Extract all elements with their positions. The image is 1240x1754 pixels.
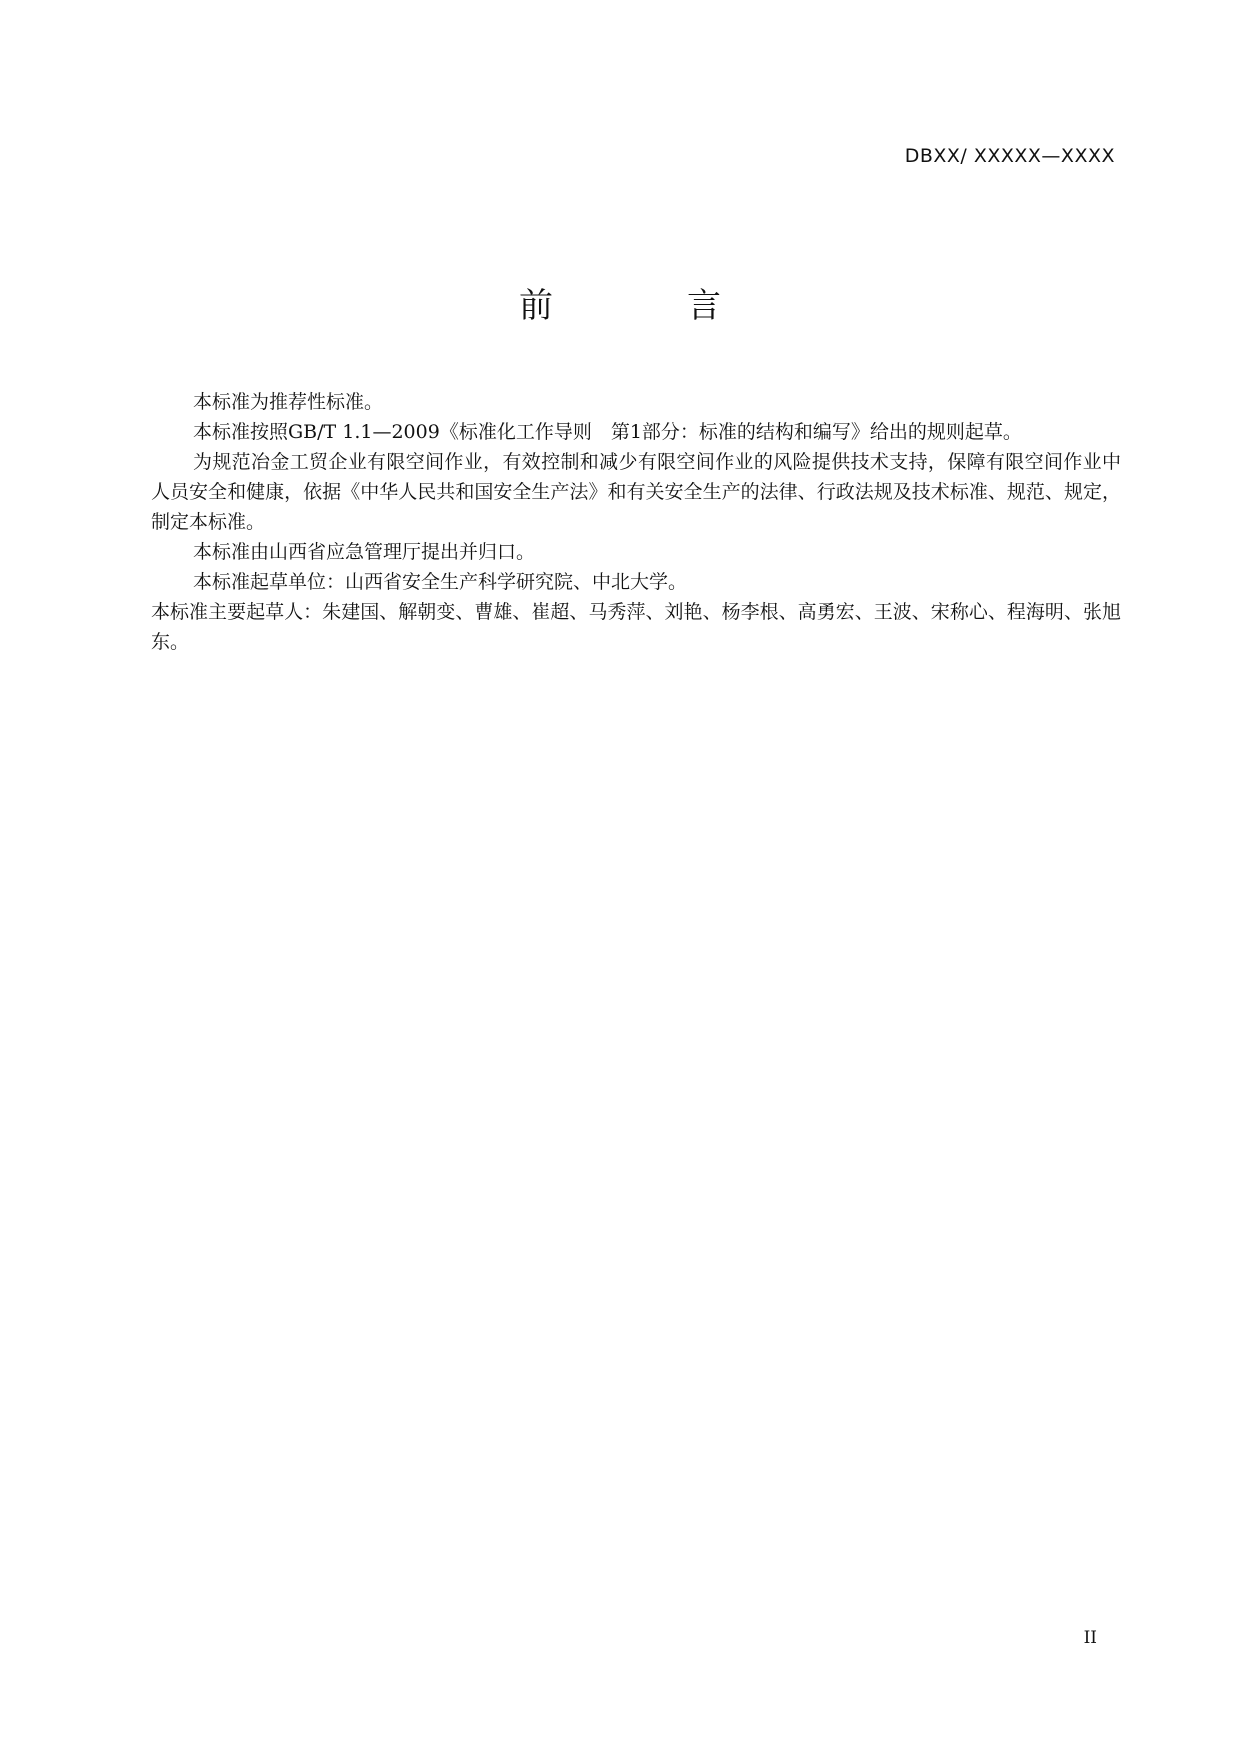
standard-code: DBXX/ XXXXX—XXXX bbox=[904, 145, 1115, 167]
paragraph-drafters: 本标准主要起草人：朱建国、解朝变、曹雄、崔超、马秀萍、刘艳、杨李根、高勇宏、王波、宋称心、程海明、张旭东。 bbox=[151, 601, 1121, 653]
page-title: 前 言 bbox=[519, 286, 771, 326]
paragraph-purpose: 为规范冶金工贸企业有限空间作业，有效控制和减少有限空间作业的风险提供技术支持，保障有限空间作业中人员安全和健康，依据《中华人民共和国安全生产法》和有关安全生产的法律、行政法规及技术标准、规范、规定，制定本标准。 bbox=[151, 451, 1121, 533]
paragraph-recommended: 本标准为推荐性标准。 bbox=[193, 391, 384, 413]
paragraph-proposer: 本标准由山西省应急管理厅提出并归口。 bbox=[193, 541, 536, 563]
foreword-body bbox=[151, 387, 1121, 657]
page-number: II bbox=[1083, 1628, 1097, 1648]
paragraph-drafting-units: 本标准起草单位：山西省安全生产科学研究院、中北大学。 bbox=[193, 571, 688, 593]
paragraph-drafting-rules: 本标准按照GB/T 1.1—2009《标准化工作导则 第1部分：标准的结构和编写》给出的规则起草。 bbox=[193, 421, 1022, 443]
